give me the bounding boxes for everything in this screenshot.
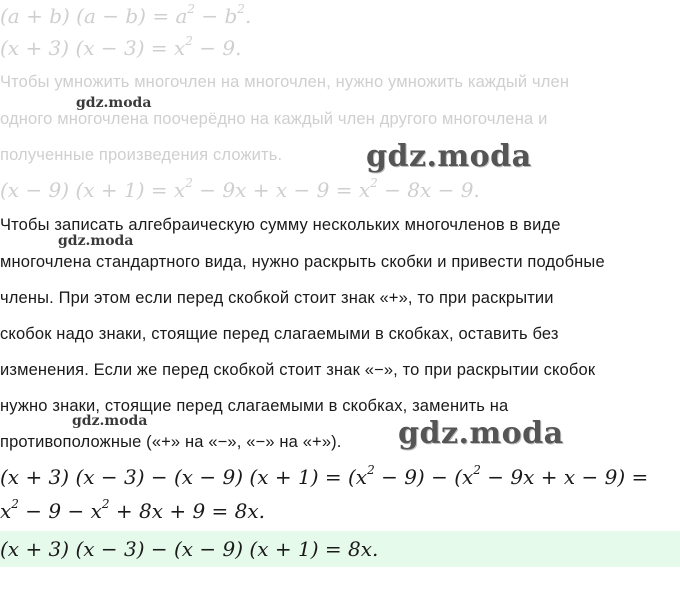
- rule1-line: Чтобы умножить многочлен на многочлен, нужно умножить каждый член: [0, 73, 570, 91]
- rule2-line: нужно знаки, стоящие перед слагаемыми в скобках, заменить на: [0, 397, 509, 415]
- rule2-line: многочлена стандартного вида, нужно раскрыть скобки и привести подобные: [0, 253, 605, 271]
- watermark-logo: gdz.moda: [398, 416, 564, 451]
- rule2-line: скобок надо знаки, стоящие перед слагаемыми в скобках, оставить без: [0, 325, 559, 343]
- formula-product: (x − 9) $(x + 1) = x^2 - 9x + x - 9 = x^2 - 8x - 9$.: [0, 176, 480, 202]
- rule2-line: Чтобы записать алгебраическую сумму нескольких многочленов в виде: [0, 216, 561, 234]
- watermark-logo: gdz.moda: [76, 95, 152, 111]
- rule1-line: полученные произведения сложить.: [0, 146, 283, 164]
- rule2-line: члены. При этом если перед скобкой стоит знак «+», то при раскрытии: [0, 289, 554, 307]
- formula-difference-of-squares: (a + b) $(a - b) = a^2 - b^2$.: [0, 2, 252, 28]
- watermark-logo: gdz.moda: [72, 413, 148, 429]
- rule2-line: изменения. Если же перед скобкой стоит знак «−», то при раскрытии скобок: [0, 361, 596, 379]
- watermark-logo: gdz.moda: [366, 139, 532, 174]
- answer-formula: (x + 3) (x − 3) − (x − 9) (x + 1) = 8x.: [0, 537, 379, 561]
- solution-step2: $x^2 - 9 - x^2 + 8x + 9 = 8x$.: [0, 497, 266, 523]
- formula-applied: (x + 3) $(x - 3) = x^2 - 9$.: [0, 34, 242, 60]
- rule2-line: противоположные («+» на «−», «−» на «+»).: [0, 433, 342, 451]
- solution-step1: (x + 3) (x − 3) − (x − 9) $(x + 1) = (x^2 - 9) - (x^2 - 9x + x - 9)$ =: [0, 463, 649, 489]
- rule1-line: одного многочлена поочерёдно на каждый член другого многочлена и: [0, 110, 548, 128]
- watermark-logo: gdz.moda: [58, 233, 134, 249]
